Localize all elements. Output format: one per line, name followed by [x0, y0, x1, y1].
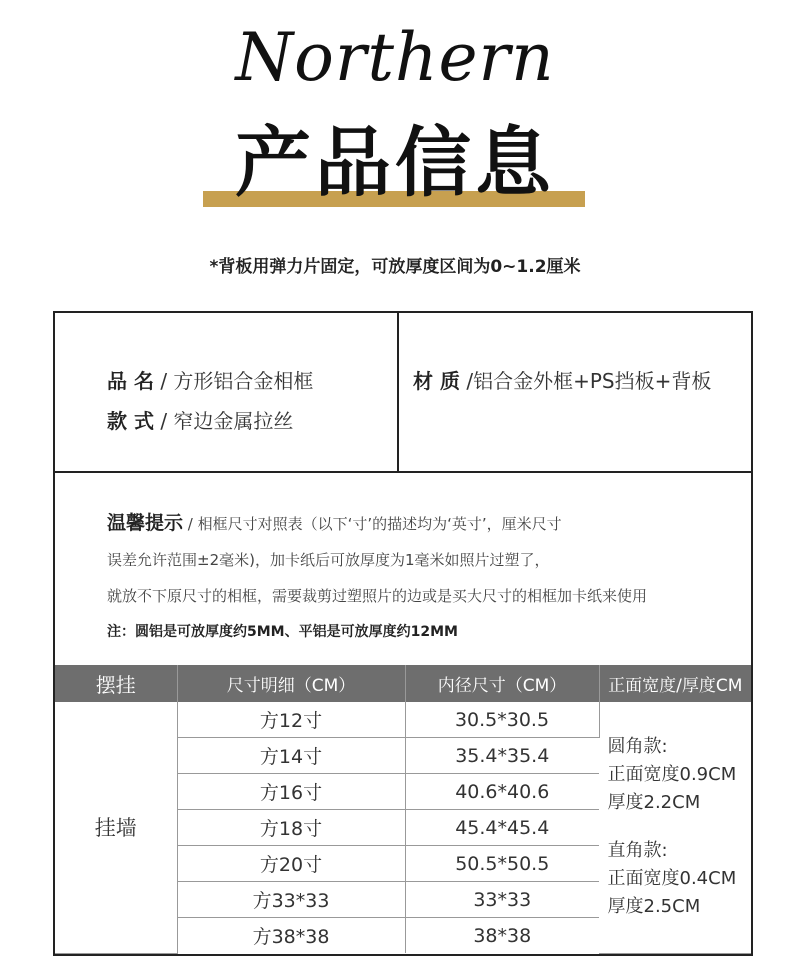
header-mount: 摆挂	[55, 665, 177, 702]
product-style-value: / 窄边金属拉丝	[153, 409, 294, 433]
info-left-cell	[55, 313, 399, 471]
mount-cell: 挂墙	[55, 702, 177, 953]
inner-cell: 38*38	[473, 924, 532, 947]
size-cell: 方14寸	[177, 738, 405, 774]
round-title: 圆角款:	[607, 736, 668, 758]
inner-cell: 30.5*30.5	[405, 702, 599, 738]
size-cell: 方12寸	[177, 702, 405, 738]
size-cell: 方20寸	[177, 846, 405, 882]
tips-heading: 温馨提示	[107, 512, 184, 534]
size-table	[55, 665, 751, 954]
header-width-thickness: 正面宽度/厚度CM	[599, 665, 751, 702]
inner-cell: 40.6*40.6	[405, 774, 599, 810]
size-cell: 方38*38	[177, 918, 405, 954]
product-name-line	[107, 361, 397, 401]
product-style-line	[107, 401, 397, 441]
brand-logo: Northern	[235, 19, 555, 96]
round-thickness: 厚度2.2CM	[607, 792, 701, 814]
header-size: 尺寸明细（CM）	[177, 665, 405, 702]
size-cell: 方16寸	[177, 774, 405, 810]
width-thickness-cell	[599, 702, 751, 953]
product-name-value: / 方形铝合金相框	[153, 369, 314, 393]
tips-line-2: 误差允许范围±2毫米)，加卡纸后可放厚度为1毫米如照片过塑了，	[107, 551, 550, 569]
tips-line-1	[107, 505, 751, 542]
size-cell: 方33*33	[177, 882, 405, 918]
product-name-key: 品 名	[107, 369, 154, 393]
material-line	[413, 361, 751, 401]
info-right-cell	[399, 313, 751, 471]
thickness-note: *背板用弹力片固定，可放厚度区间为0~1.2厘米	[209, 257, 581, 277]
product-info-box	[53, 311, 753, 956]
page-title: 产品信息	[235, 118, 555, 207]
table-row	[55, 702, 751, 738]
info-row	[55, 313, 751, 473]
size-cell: 方18寸	[177, 810, 405, 846]
header-inner: 内径尺寸（CM）	[405, 665, 599, 702]
inner-cell: 45.4*45.4	[405, 810, 599, 846]
material-key: 材 质	[413, 369, 460, 393]
round-width: 正面宽度0.9CM	[607, 764, 737, 786]
square-title: 直角款:	[607, 840, 668, 862]
tips-line-3: 就放不下原尺寸的相框，需要裁剪过塑照片的边或是买大尺寸的相框加卡纸来使用	[107, 587, 648, 605]
product-style-key: 款 式	[107, 409, 154, 433]
inner-cell: 50.5*50.5	[405, 846, 599, 882]
material-value: /铝合金外框+PS挡板+背板	[459, 369, 712, 393]
square-thickness: 厚度2.5CM	[607, 896, 701, 918]
tips-section	[55, 473, 751, 665]
inner-cell: 35.4*35.4	[405, 738, 599, 774]
inner-cell: 33*33	[405, 882, 599, 918]
table-header-row	[55, 665, 751, 702]
tips-text-1: / 相框尺寸对照表（以下‘寸’的描述均为‘英寸’，厘米尺寸	[183, 515, 562, 533]
square-width: 正面宽度0.4CM	[607, 868, 737, 890]
tips-line-4: 注：圆铝是可放厚度约5MM、平铝是可放厚度约12MM	[107, 624, 458, 640]
